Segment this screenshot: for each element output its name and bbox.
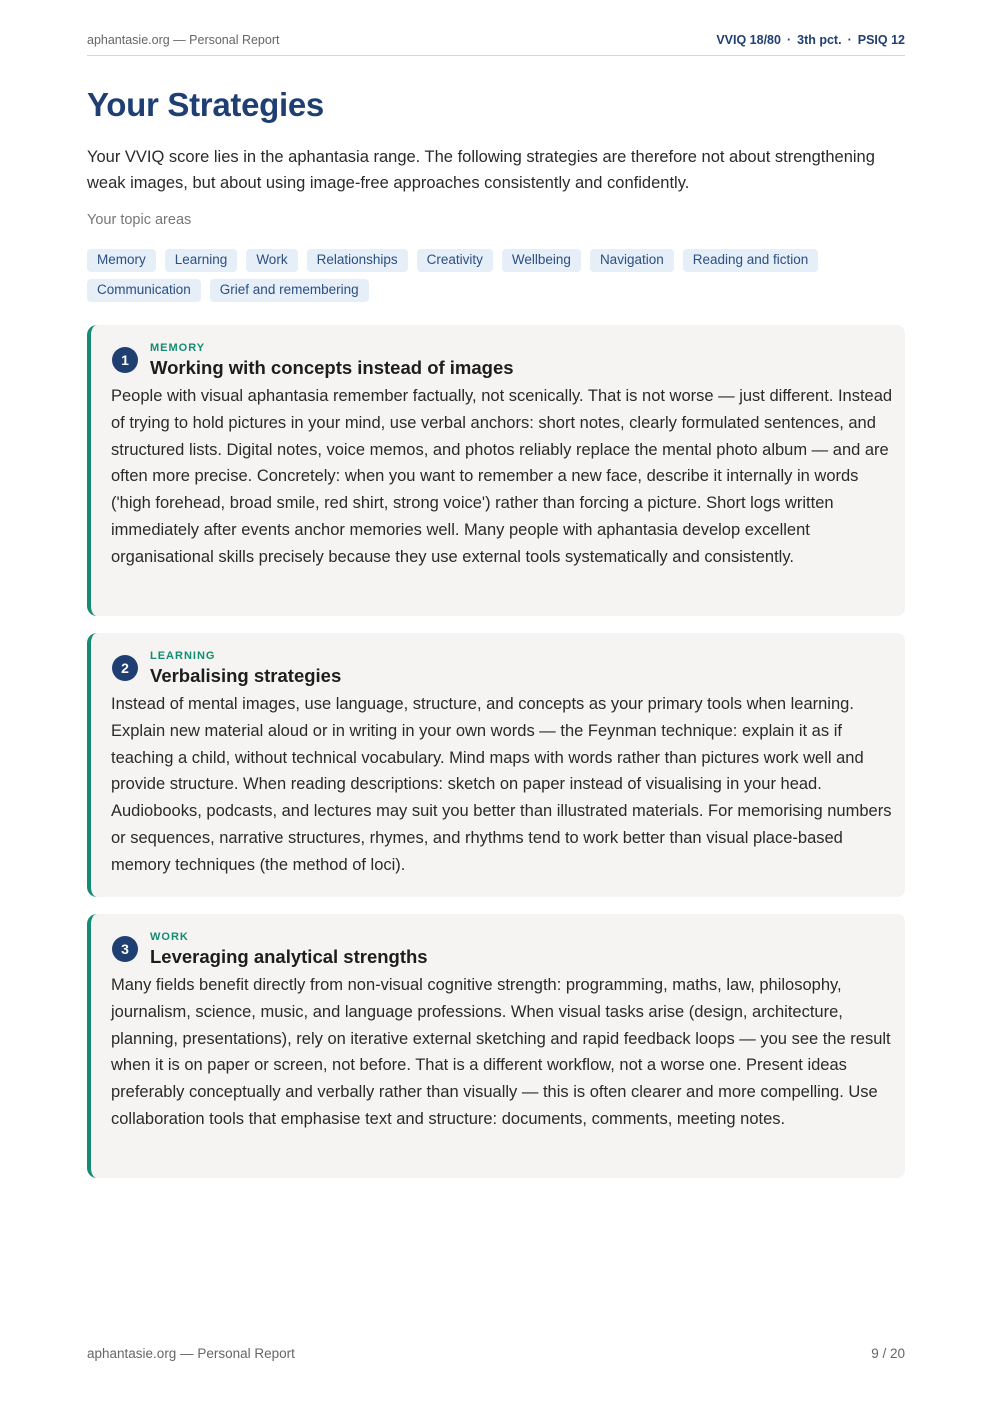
strategy-body: Instead of mental images, use language, structure, and concepts as your primary tools when learning. Explain new material aloud or in writing in your own words — the Feynman technique: explain it as if teaching a child, without technical vocabulary. Mind maps with words rather than pictures work well and provide structure. When reading descriptions: sketch on paper instead of visualising in your head. Audiobooks, podcasts, and lectures may suit you better than illustrated materials. For memorising numbers or sequences, narrative structures, rhymes, and rhythms tend to work better than visual place-based memory techniques (the method of loci). <box>111 695 892 874</box>
header-separator: · <box>786 33 792 47</box>
percentile: 3th pct. <box>797 33 842 47</box>
strategy-card-work <box>87 914 905 1178</box>
footer-site-label: aphantasie.org — Personal Report <box>87 1346 295 1361</box>
topic-tag-creativity: Creativity <box>417 249 493 272</box>
topic-tag-navigation: Navigation <box>590 249 674 272</box>
strategy-body: Many fields benefit directly from non-visual cognitive strength: programming, maths, law, philosophy, journalism, science, music, and language professions. When visual tasks arise (design, architecture, planning, presentations), rely on iterative external sketching and rapid feedback loops — you see the result when it is on paper or screen, not before. That is a different workflow, not a worse one. Present ideas preferably conceptually and verbally rather than visually — this is often clearer and more compelling. Use collaboration tools that emphasise text and structure: documents, comments, meeting notes. <box>111 976 891 1128</box>
strategy-category: MEMORY <box>150 342 206 354</box>
header-site-label: aphantasie.org — Personal Report <box>87 33 280 47</box>
topic-tag-grief: Grief and remembering <box>210 279 369 302</box>
psiq-score: PSIQ 12 <box>857 33 905 47</box>
topic-tag-reading: Reading and fiction <box>683 249 819 272</box>
topic-tag-learning: Learning <box>165 249 238 272</box>
report-page <box>87 0 905 1404</box>
topic-tags <box>87 249 905 302</box>
topic-tag-relationships: Relationships <box>307 249 408 272</box>
header-separator: · <box>847 33 852 47</box>
strategy-number-badge: 1 <box>112 347 138 373</box>
strategy-card-memory <box>87 325 905 616</box>
strategy-title: Verbalising strategies <box>150 665 342 686</box>
vviq-score: VVIQ 18/80 <box>716 33 781 47</box>
strategy-title: Leveraging analytical strengths <box>150 946 428 967</box>
topic-tag-communication: Communication <box>87 279 201 302</box>
topic-tag-wellbeing: Wellbeing <box>502 249 581 272</box>
page-header <box>87 32 905 56</box>
topic-tag-memory: Memory <box>87 249 156 272</box>
strategy-number-badge: 2 <box>112 655 138 681</box>
topics-label: Your topic areas <box>87 212 192 228</box>
strategy-category: WORK <box>150 931 189 943</box>
strategy-body: People with visual aphantasia remember factually, not scenically. That is not worse — just different. Instead of trying to hold pictures in your mind, use verbal anchors: short notes, clearly formulated sentences, and structured lists. Digital notes, voice memos, and photos reliably replace the mental photo album — and are often more precise. Concretely: when you want to remember a new face, describe it internally in words ('high forehead, broad smile, red shirt, strong voice') rather than forcing a picture. Short logs written immediately after events anchor memories well. Many people with aphantasia develop excellent organisational skills precisely because they use external tools systematically and consistently. <box>111 387 893 566</box>
strategy-category: LEARNING <box>150 650 216 662</box>
topic-tag-work: Work <box>246 249 297 272</box>
strategy-card-learning <box>87 633 905 897</box>
header-score-summary <box>716 33 905 47</box>
strategy-title: Working with concepts instead of images <box>150 357 514 378</box>
intro-paragraph: Your VVIQ score lies in the aphantasia range. The following strategies are therefore not about strengthening weak images, but about using image-free approaches consistently and confidently. <box>87 148 875 192</box>
page-number: 9 / 20 <box>871 1346 905 1361</box>
page-title: Your Strategies <box>87 86 324 123</box>
strategy-number-badge: 3 <box>112 936 138 962</box>
